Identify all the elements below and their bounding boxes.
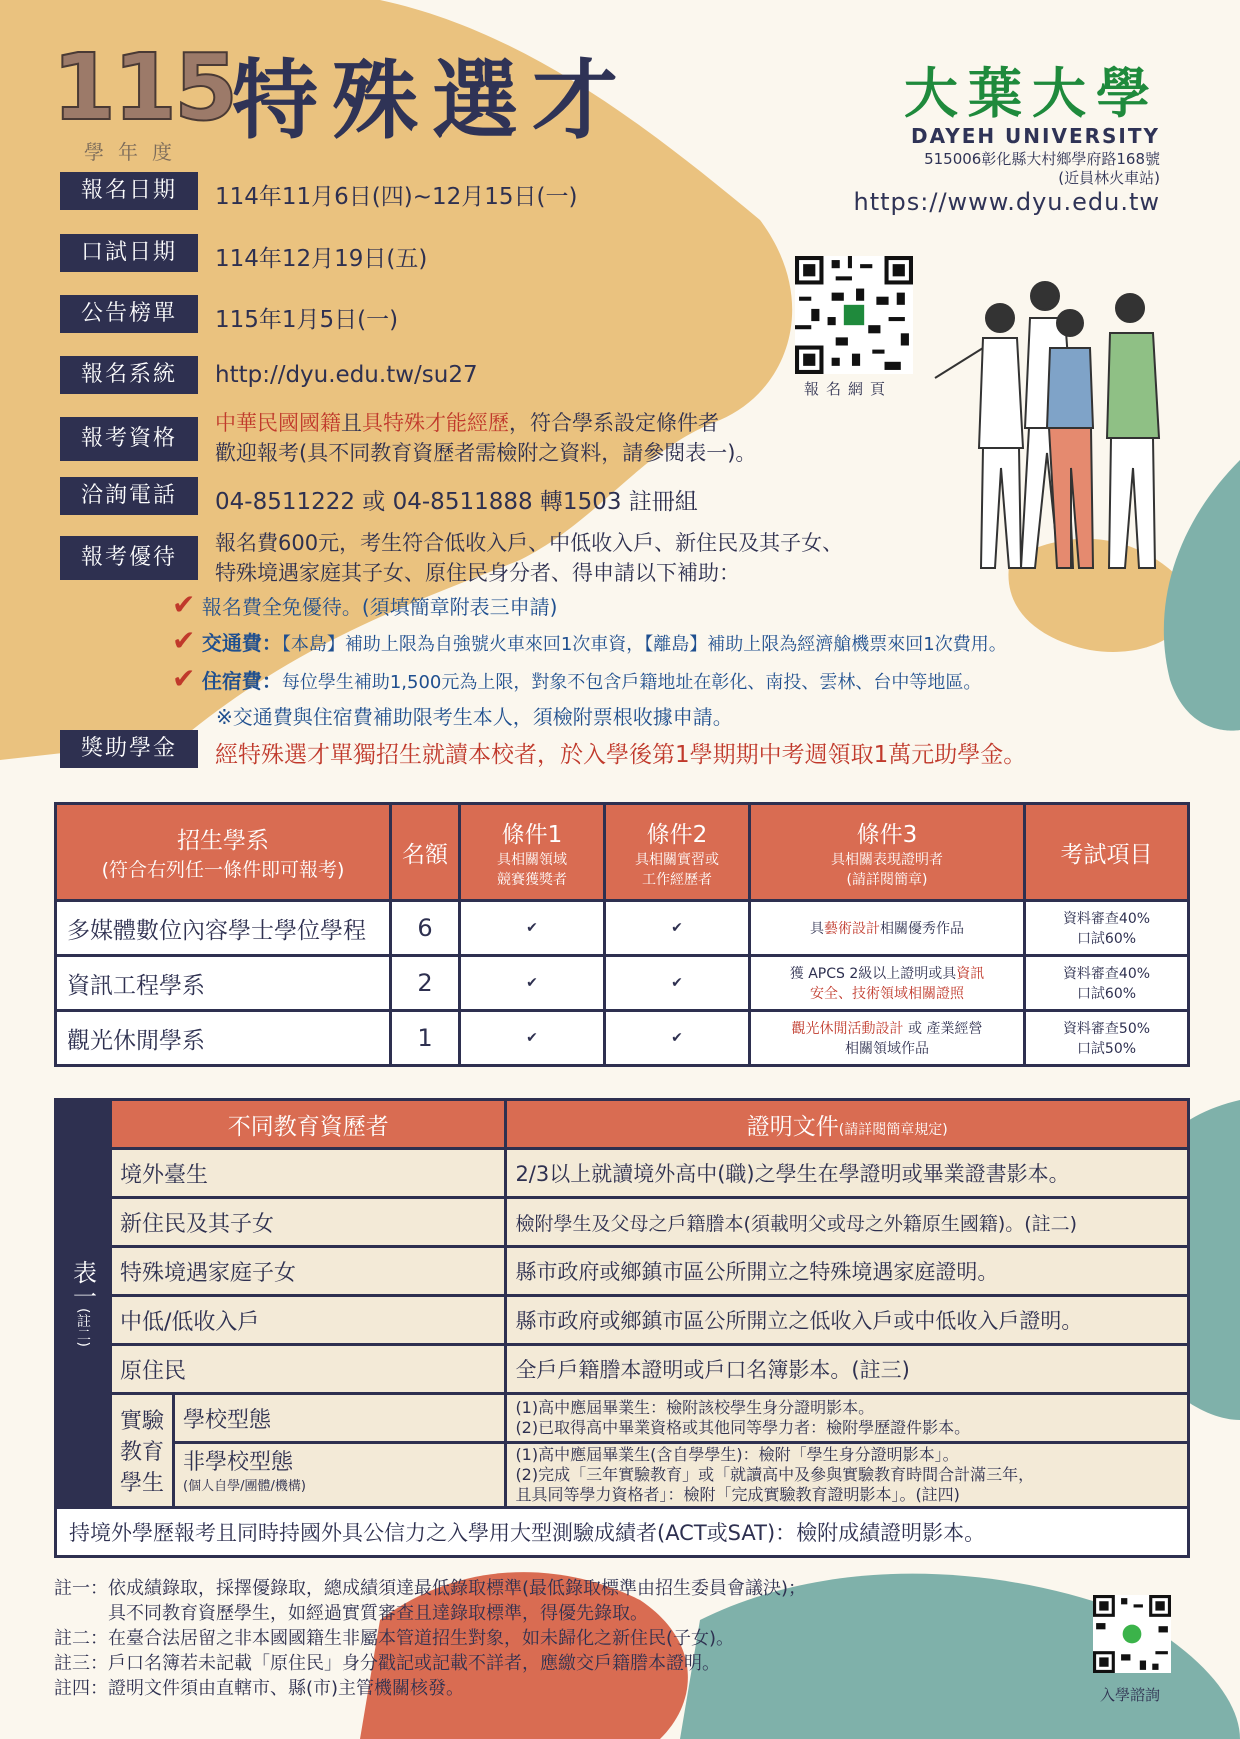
col-exam: 考試項目 — [1025, 804, 1189, 901]
check-icon: ✔ — [605, 1011, 750, 1066]
system-url[interactable]: http://dyu.edu.tw/su27 — [215, 362, 478, 388]
exam-items: 資料審查40% 口試60% — [1025, 956, 1189, 1011]
reg-date-label: 報名日期 — [60, 172, 198, 210]
qual-red-1: 中華民國國籍 — [215, 411, 341, 435]
address-note: (近員林火車站) — [1058, 169, 1160, 187]
note-3: 註三：戶口名簿若未記載「原住民」身分戳記或記載不詳者，應繳交戶籍謄本證明。 — [54, 1653, 720, 1674]
table-header-row — [56, 804, 1189, 901]
year-label: 學年度 — [84, 140, 186, 164]
col-dept: 招生學系 (符合右列任一條件即可報考) — [56, 804, 391, 901]
scholarship-label: 獎助學金 — [60, 730, 198, 768]
condition-3-text: 具藝術設計相關優秀作品 — [750, 901, 1025, 956]
university-address — [924, 150, 1160, 188]
oral-date-label: 口試日期 — [60, 234, 198, 272]
dept-quota: 1 — [391, 1011, 460, 1066]
experimental-edu-label: 實驗教育學生 — [111, 1394, 174, 1508]
header-education: 不同教育資歷者 — [111, 1100, 506, 1149]
qual-red-2: 具特殊才能經歷 — [362, 411, 509, 435]
dept-quota: 2 — [391, 956, 460, 1011]
table-row — [56, 901, 1189, 956]
qualification-text — [215, 408, 756, 468]
condition-3-text: 獲 APCS 2級以上證明或具資訊 安全、技術領域相關證照 — [750, 956, 1025, 1011]
edu-type: 境外臺生 — [111, 1149, 506, 1198]
col-quota: 名額 — [391, 804, 460, 901]
phone-label: 洽詢電話 — [60, 477, 198, 515]
registration-qr-code[interactable] — [795, 256, 913, 374]
oral-date-value: 114年12月19日(五) — [215, 246, 428, 272]
edu-type: 學校型態 — [174, 1394, 506, 1443]
dept-quota: 6 — [391, 901, 460, 956]
edu-doc: 縣市政府或鄉鎮市區公所開立之特殊境遇家庭證明。 — [506, 1247, 1189, 1296]
benefit-text — [215, 528, 843, 588]
students-illustration — [925, 278, 1170, 590]
address-line: 515006彰化縣大村鄉學府路168號 — [924, 150, 1160, 168]
qr-code-icon — [795, 256, 913, 374]
benefit-item-2-head: 交通費： — [201, 631, 282, 655]
announce-value: 115年1月5日(一) — [215, 307, 399, 333]
website-link[interactable]: https://www.dyu.edu.tw — [853, 188, 1160, 216]
benefit-item-3-head: 住宿費： — [201, 669, 282, 693]
benefit-item-3 — [172, 662, 1007, 700]
check-icon: ✔ — [172, 662, 196, 695]
note-4: 註四：證明文件須由直轄市、縣(市)主管機關核發。 — [54, 1678, 465, 1699]
col-condition-2: 條件2 具相關實習或 工作經歷者 — [605, 804, 750, 901]
check-icon: ✔ — [460, 901, 605, 956]
edu-type: 新住民及其子女 — [111, 1198, 506, 1247]
table-row — [56, 1011, 1189, 1066]
qual-and: 且 — [341, 411, 362, 435]
university-logo-cn: 大葉大學 — [904, 61, 1160, 125]
dept-name: 資訊工程學系 — [56, 956, 391, 1011]
phone-value: 04-8511222 或 04-8511888 轉1503 註冊組 — [215, 489, 698, 515]
university-logo-en: DAYEH UNIVERSITY — [911, 124, 1160, 148]
check-icon: ✔ — [605, 901, 750, 956]
table-footnote: 持境外學歷報考且同時持國外具公信力之入學用大型測驗成績者(ACT或SAT)：檢附成績證明影本。 — [56, 1508, 1189, 1557]
edu-type: 非學校型態 (個人自學/團體/機構) — [174, 1443, 506, 1508]
footnotes — [54, 1576, 806, 1701]
benefit-item-2-text: 【本島】補助上限為自強號火車來回1次車資，【離島】補助上限為經濟艙機票來回1次費用。 — [281, 634, 1007, 655]
check-icon: ✔ — [172, 624, 196, 657]
col-condition-1: 條件1 具相關領域 競賽獲獎者 — [460, 804, 605, 901]
benefit-item-2 — [172, 624, 1007, 662]
announce-label: 公告榜單 — [60, 295, 198, 333]
edu-type: 中低/低收入戶 — [111, 1296, 506, 1345]
col-condition-3: 條件3 具相關表現證明者 (請詳閱簡章) — [750, 804, 1025, 901]
qr-consult-label: 入學諮詢 — [1100, 1686, 1161, 1704]
edu-doc: 2/3以上就讀境外高中(職)之學生在學證明或畢業證書影本。 — [506, 1149, 1189, 1198]
benefit-line-2: 特殊境遇家庭其子女、原住民身分者、得申請以下補助： — [215, 561, 740, 585]
qr-label: 報名網頁 — [804, 380, 893, 398]
page-title: 特殊選才 — [232, 51, 632, 151]
exam-items: 資料審查40% 口試60% — [1025, 901, 1189, 956]
note-2: 註二：在臺合法居留之非本國國籍生非屬本管道招生對象，如未歸化之新住民(子女)。 — [54, 1628, 735, 1649]
note-1: 註一：依成績錄取，採擇優錄取，總成績須達最低錄取標準(最低錄取標準由招生委員會議決)； — [54, 1578, 807, 1599]
table-row — [56, 956, 1189, 1011]
check-icon: ✔ — [172, 588, 196, 621]
table-side-label: 表一 (註二) — [56, 1100, 111, 1508]
reg-date-value: 114年11月6日(四)~12月15日(一) — [215, 184, 578, 210]
dept-name: 多媒體數位內容學士學位學程 — [56, 901, 391, 956]
edu-doc: (1)高中應屆畢業生(含自學學生)：檢附「學生身分證明影本」。 (2)完成「三年實驗教育」或「就讀高中及參與實驗教育時間合計滿三年， 且具同等學力資格者」：檢附「完成實驗教育證明影本」。(註四) — [506, 1443, 1189, 1508]
exam-items: 資料審查50% 口試50% — [1025, 1011, 1189, 1066]
dept-name: 觀光休閒學系 — [56, 1011, 391, 1066]
condition-3-text: 觀光休閒活動設計 或 產業經營 相關領域作品 — [750, 1011, 1025, 1066]
documents-table — [54, 1098, 1190, 1558]
year-number: 115 — [52, 34, 236, 141]
qual-rest: ，符合學系設定條件者 — [509, 411, 719, 435]
benefit-note: ※交通費與住宿費補助限考生本人，須檢附票根收據申請。 — [216, 705, 733, 729]
edu-doc: 縣市政府或鄉鎮市區公所開立之低收入戶或中低收入戶證明。 — [506, 1296, 1189, 1345]
edu-doc: (1)高中應屆畢業生：檢附該校學生身分證明影本。 (2)已取得高中畢業資格或其他同等學力者：檢附學歷證件影本。 — [506, 1394, 1189, 1443]
benefit-item-1-text: 報名費全免優待。(須填簡章附表三申請) — [201, 595, 558, 619]
qr-code-icon — [1093, 1595, 1171, 1673]
benefit-line-1: 報名費600元，考生符合低收入戶、中低收入戶、新住民及其子女、 — [215, 531, 844, 555]
qualification-label: 報考資格 — [60, 417, 198, 461]
benefit-item-1 — [172, 588, 1007, 624]
line-qr-code[interactable] — [1093, 1595, 1171, 1673]
qualification-line-1 — [215, 408, 756, 438]
check-icon: ✔ — [460, 956, 605, 1011]
edu-doc: 檢附學生及父母之戶籍謄本(須載明父或母之外籍原生國籍)。(註二) — [506, 1198, 1189, 1247]
check-icon: ✔ — [460, 1011, 605, 1066]
edu-type: 原住民 — [111, 1345, 506, 1394]
note-1-cont: 具不同教育資歷學生，如經過實質審查且達錄取標準，得優先錄取。 — [54, 1603, 648, 1624]
edu-type: 特殊境遇家庭子女 — [111, 1247, 506, 1296]
benefit-label: 報考優待 — [60, 536, 198, 580]
departments-table — [54, 802, 1190, 1067]
scholarship-value: 經特殊選才單獨招生就讀本校者，於入學後第1學期期中考週領取1萬元助學金。 — [215, 742, 1027, 768]
benefit-item-3-text: 每位學生補助1,500元為上限，對象不包含戶籍地址在彰化、南投、雲林、台中等地區。 — [281, 672, 982, 693]
benefit-items — [172, 588, 1007, 734]
edu-doc: 全戶戶籍謄本證明或戶口名簿影本。(註三) — [506, 1345, 1189, 1394]
check-icon: ✔ — [605, 956, 750, 1011]
header-documents: 證明文件(請詳閱簡章規定) — [506, 1100, 1189, 1149]
system-label: 報名系統 — [60, 356, 198, 394]
qualification-line-2: 歡迎報考(具不同教育資歷者需檢附之資料，請參閱表一)。 — [215, 441, 757, 465]
